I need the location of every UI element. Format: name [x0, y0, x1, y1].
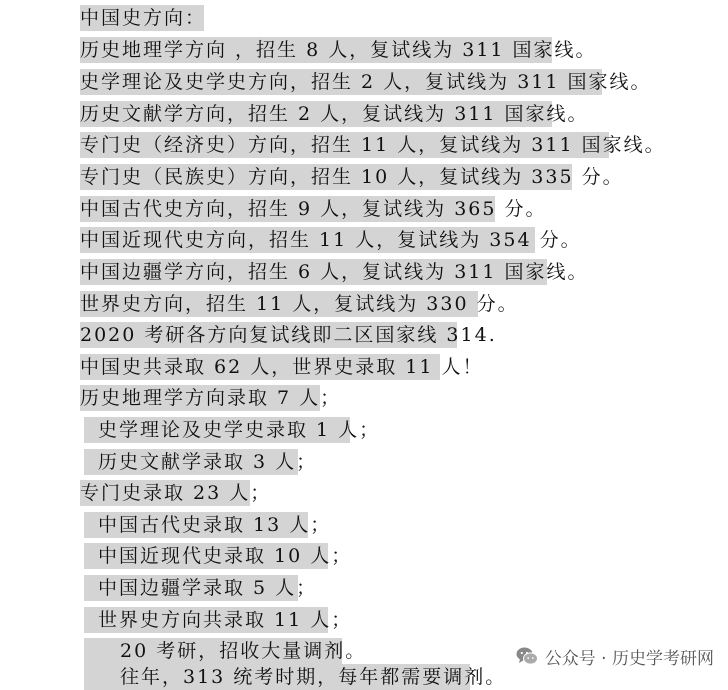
text-line: 专门史录取 23 人； [80, 482, 272, 504]
watermark [515, 644, 714, 668]
text-line: 专门史（经济史）方向，招生 11 人，复试线为 311 国家线。 [80, 134, 666, 156]
text-line: 中国史共录取 62 人，世界史录取 11 人！ [80, 356, 484, 378]
text-line: 历史地理学方向录取 7 人； [80, 387, 342, 409]
text-line: 中国古代史方向，招生 9 人，复试线为 365 分。 [80, 198, 547, 220]
text-line: 历史文献学方向，招生 2 人，复试线为 311 国家线。 [80, 103, 589, 125]
text-line: 世界史方向共录取 11 人； [84, 607, 328, 633]
text-line: 中国古代史录取 13 人； [84, 512, 308, 538]
text-line: 史学理论及史学史方向，招生 2 人，复试线为 311 国家线。 [80, 71, 652, 93]
text-line: 20 考研，招收大量调剂。 [84, 638, 342, 664]
text-line: 中国近现代史方向，招生 11 人，复试线为 354 分。 [80, 229, 582, 251]
text-line: 中国边疆学录取 5 人； [84, 575, 298, 601]
text-line: 2020 考研各方向复试线即二区国家线 314. [80, 324, 497, 346]
text-line: 专门史（民族史）方向，招生 10 人，复试线为 335 分。 [80, 166, 624, 188]
wechat-icon [515, 645, 539, 667]
text-line: 中国边疆学方向，招生 6 人，复试线为 311 国家线。 [80, 261, 589, 283]
text-line: 世界史方向，招生 11 人，复试线为 330 分。 [80, 293, 519, 315]
text-line: 往年，313 统考时期，每年都需要调剂。 [84, 664, 470, 690]
text-line: 历史文献学录取 3 人； [84, 449, 298, 475]
text-line: 史学理论及史学史录取 1 人； [84, 417, 350, 443]
text-line: 历史地理学方向 ，招生 8 人，复试线为 311 国家线。 [80, 39, 597, 61]
watermark-text: 公众号 · 历史学考研网 [544, 648, 714, 669]
text-line: 中国近现代史录取 10 人； [84, 543, 328, 569]
text-line: 中国史方向： [80, 7, 207, 29]
